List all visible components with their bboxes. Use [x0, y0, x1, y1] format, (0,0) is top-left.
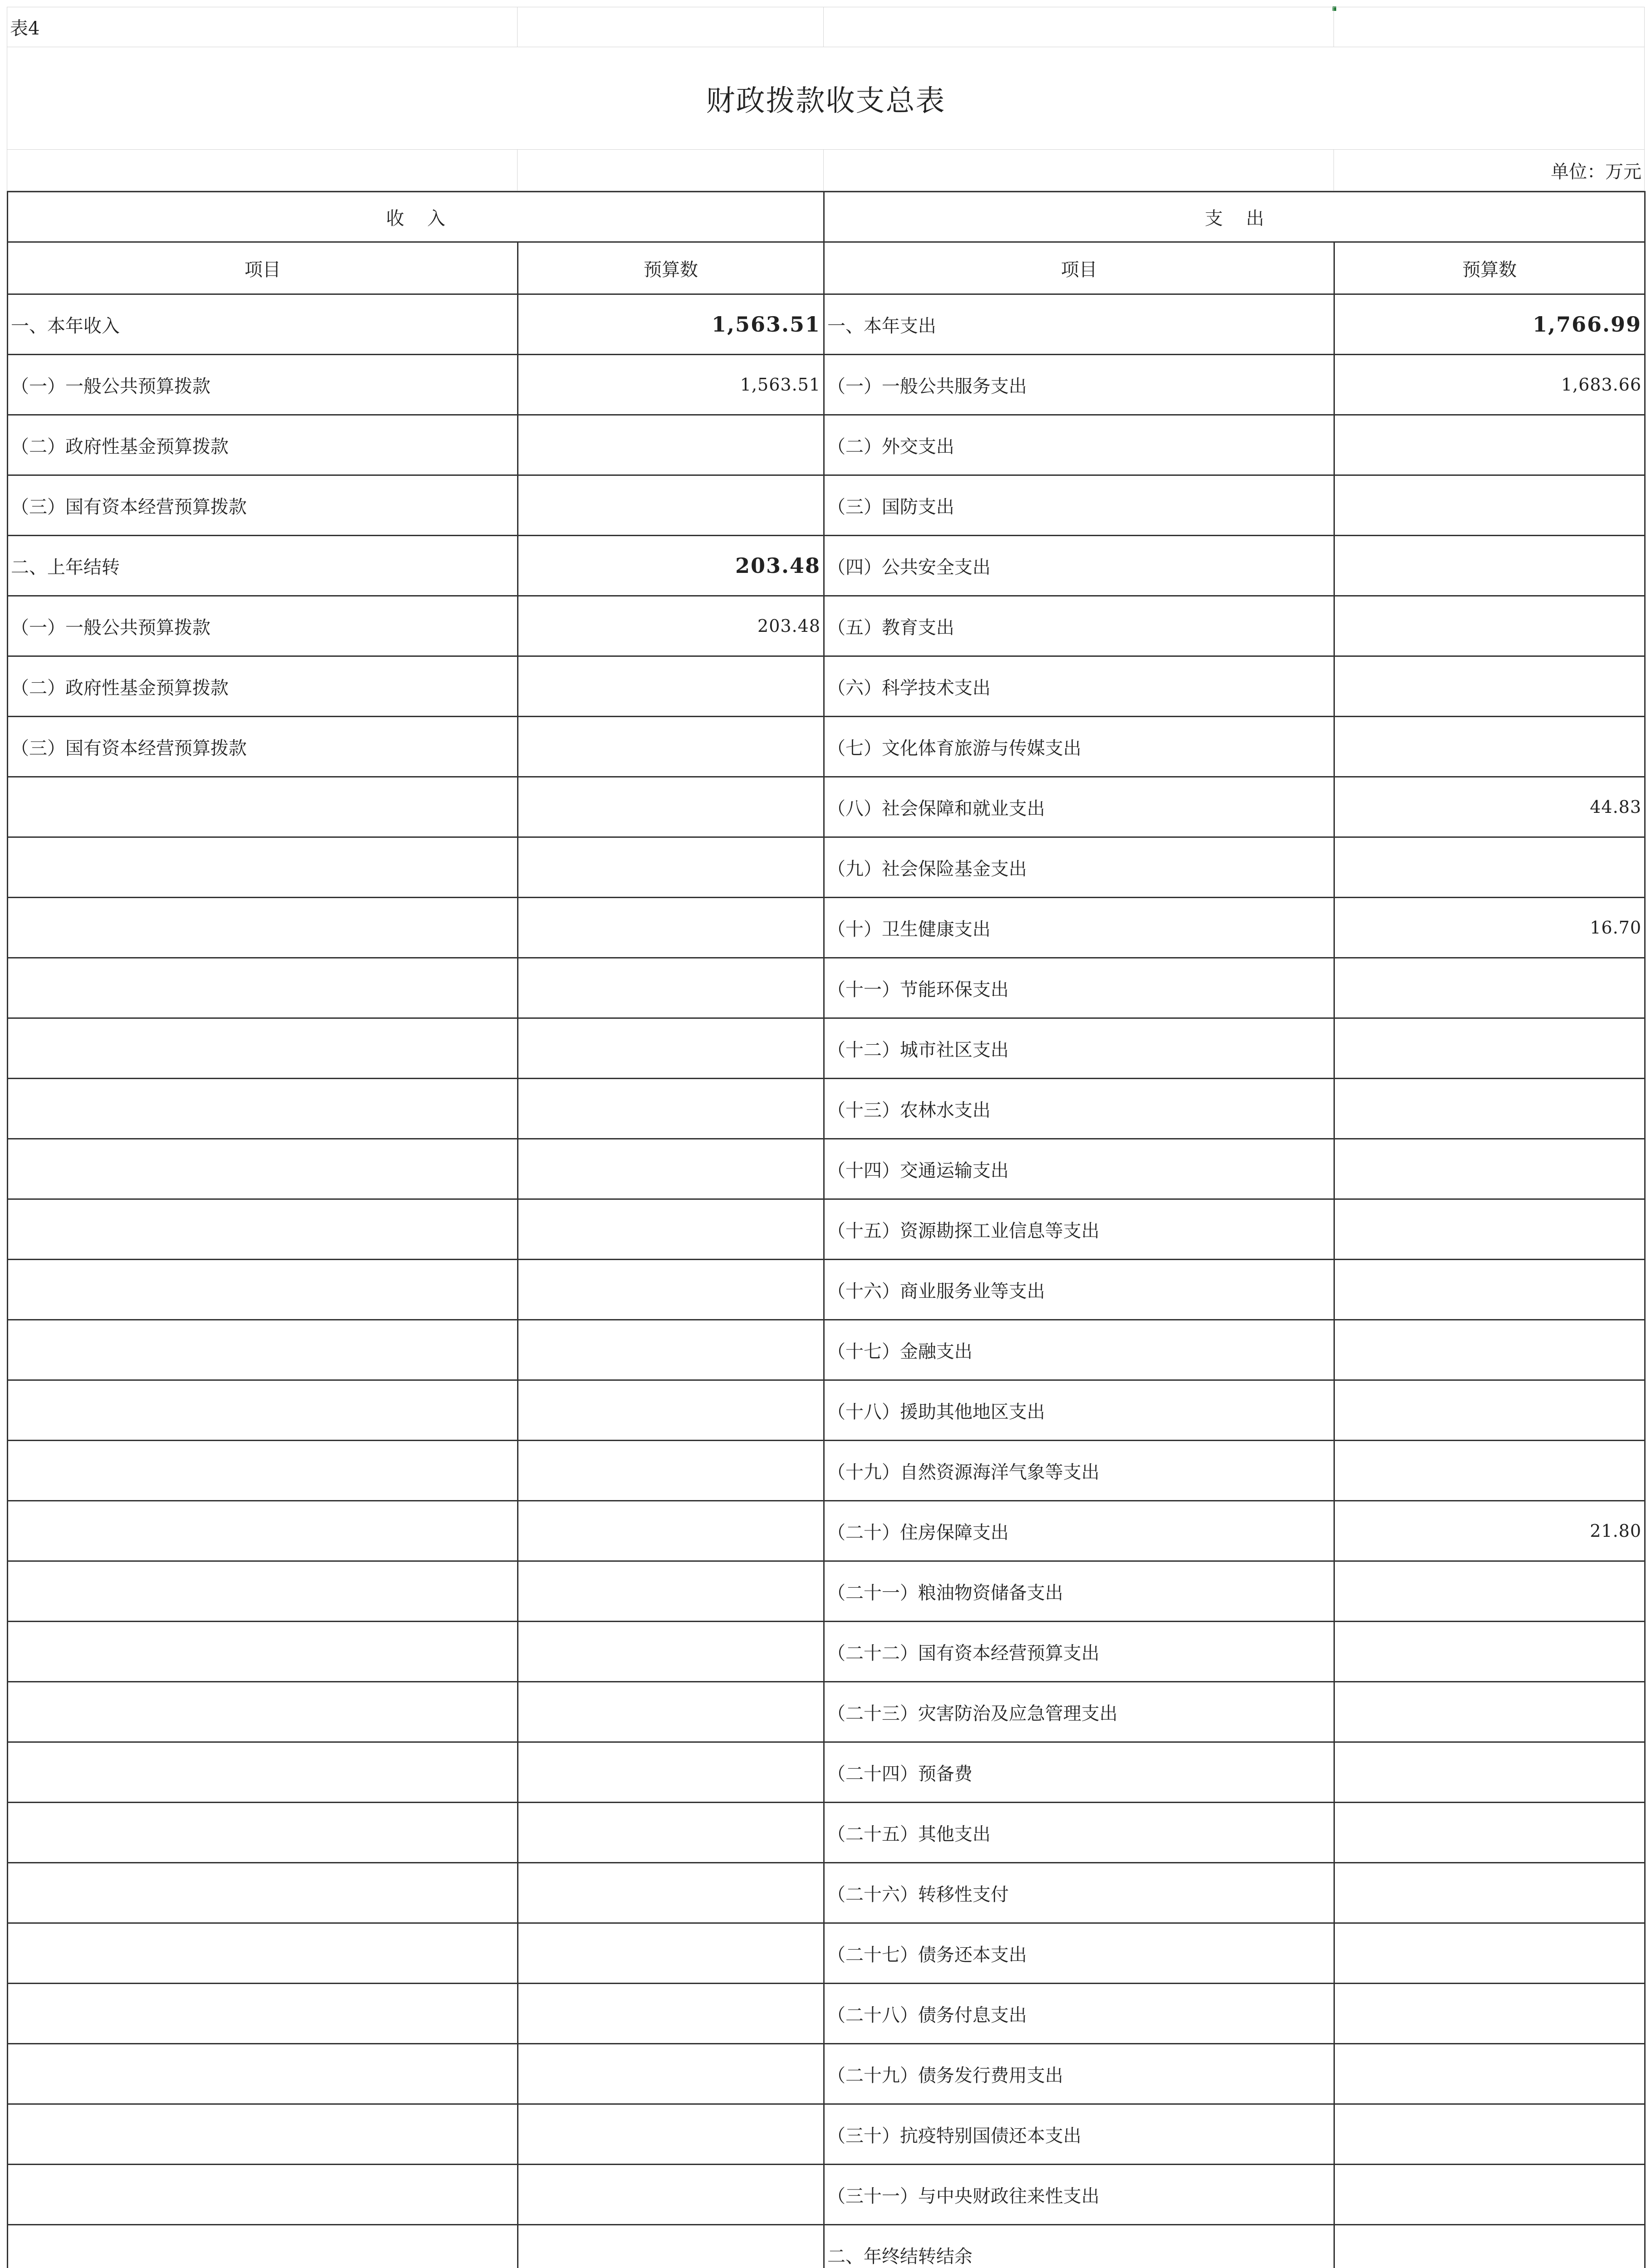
table-row: [8, 415, 1645, 475]
table-row: [8, 2044, 1645, 2104]
expense-item-cell[interactable]: （二十八）债务付息支出: [824, 1984, 1334, 2044]
expense-item-cell[interactable]: （二十九）债务发行费用支出: [824, 2044, 1334, 2104]
expense-value-cell[interactable]: [1334, 958, 1645, 1018]
income-item-cell[interactable]: 二、上年结转: [8, 536, 518, 596]
income-item-cell[interactable]: [8, 1380, 518, 1441]
expense-value-cell[interactable]: [1334, 2104, 1645, 2165]
expense-value-cell[interactable]: 1,683.66: [1334, 355, 1645, 415]
expense-budget-header[interactable]: 预算数: [1334, 242, 1645, 294]
table-row: [8, 1018, 1645, 1079]
income-item-cell[interactable]: （一）一般公共预算拨款: [8, 355, 518, 415]
income-value-cell[interactable]: [518, 1320, 824, 1380]
expense-value-cell[interactable]: [1334, 1441, 1645, 1501]
expense-value-cell[interactable]: 16.70: [1334, 898, 1645, 958]
income-value-cell[interactable]: [518, 656, 824, 717]
income-value-cell[interactable]: 203.48: [518, 596, 824, 656]
income-item-cell[interactable]: [8, 1863, 518, 1923]
income-item-cell[interactable]: [8, 898, 518, 958]
table-row: [8, 1682, 1645, 1742]
expense-item-cell[interactable]: （三十）抗疫特别国债还本支出: [824, 2104, 1334, 2165]
income-item-cell[interactable]: （三）国有资本经营预算拨款: [8, 475, 518, 536]
income-value-cell[interactable]: [518, 1803, 824, 1863]
table-row: [8, 777, 1645, 837]
income-value-cell[interactable]: [518, 1622, 824, 1682]
income-value-cell[interactable]: [518, 717, 824, 777]
income-item-cell[interactable]: [8, 1320, 518, 1380]
expense-value-cell[interactable]: [1334, 1079, 1645, 1139]
income-item-cell[interactable]: [8, 1682, 518, 1742]
expense-item-cell[interactable]: （七）文化体育旅游与传媒支出: [824, 717, 1334, 777]
income-item-cell[interactable]: [8, 1260, 518, 1320]
expense-item-cell[interactable]: （二十四）预备费: [824, 1742, 1334, 1803]
table-row: [8, 355, 1645, 415]
income-item-cell[interactable]: [8, 1441, 518, 1501]
income-value-cell[interactable]: 1,563.51: [518, 355, 824, 415]
expense-item-cell[interactable]: （十三）农林水支出: [824, 1079, 1334, 1139]
income-item-cell[interactable]: [8, 1923, 518, 1984]
expense-value-cell[interactable]: 21.80: [1334, 1501, 1645, 1561]
expense-item-cell[interactable]: （三十一）与中央财政往来性支出: [824, 2165, 1334, 2225]
income-item-cell[interactable]: [8, 2225, 518, 2268]
expense-value-cell[interactable]: [1334, 1260, 1645, 1320]
income-value-cell[interactable]: [518, 1501, 824, 1561]
income-value-cell[interactable]: 203.48: [518, 536, 824, 596]
expense-value-cell[interactable]: [1334, 536, 1645, 596]
expense-value-cell[interactable]: [1334, 1622, 1645, 1682]
expense-value-cell[interactable]: [1334, 1984, 1645, 2044]
expense-value-cell[interactable]: [1334, 1923, 1645, 1984]
expense-item-cell[interactable]: （十四）交通运输支出: [824, 1139, 1334, 1199]
income-item-cell[interactable]: [8, 837, 518, 898]
main-table: [7, 191, 1646, 2268]
expense-value-cell[interactable]: [1334, 1561, 1645, 1622]
expense-item-cell[interactable]: 二、年终结转结余: [824, 2225, 1334, 2268]
expense-value-cell[interactable]: [1334, 656, 1645, 717]
expense-item-cell[interactable]: （二十五）其他支出: [824, 1803, 1334, 1863]
income-value-cell[interactable]: [518, 1561, 824, 1622]
income-value-cell[interactable]: [518, 898, 824, 958]
income-item-cell[interactable]: 一、本年收入: [8, 294, 518, 355]
income-item-header[interactable]: 项目: [8, 242, 518, 294]
income-budget-header[interactable]: 预算数: [518, 242, 824, 294]
expense-value-cell[interactable]: [1334, 837, 1645, 898]
empty-cell[interactable]: [824, 150, 1334, 191]
income-item-cell[interactable]: [8, 1199, 518, 1260]
expense-item-header[interactable]: 项目: [824, 242, 1334, 294]
expense-item-cell[interactable]: （十九）自然资源海洋气象等支出: [824, 1441, 1334, 1501]
expense-value-cell[interactable]: [1334, 1018, 1645, 1079]
income-item-cell[interactable]: [8, 1561, 518, 1622]
table-row: [8, 2104, 1645, 2165]
income-value-cell[interactable]: [518, 1079, 824, 1139]
income-item-cell[interactable]: [8, 1984, 518, 2044]
title-row: [7, 47, 1645, 150]
income-item-cell[interactable]: （三）国有资本经营预算拨款: [8, 717, 518, 777]
income-item-cell[interactable]: [8, 2165, 518, 2225]
expense-section-label: 支 出: [1205, 208, 1264, 229]
expense-item-cell[interactable]: （十八）援助其他地区支出: [824, 1380, 1334, 1441]
table-row: [8, 1320, 1645, 1380]
income-value-cell[interactable]: [518, 1380, 824, 1441]
table-row: [8, 717, 1645, 777]
expense-item-cell[interactable]: （二十六）转移性支付: [824, 1863, 1334, 1923]
spreadsheet: [7, 7, 1644, 2268]
income-item-cell[interactable]: [8, 1501, 518, 1561]
fiscal-budget-table: [7, 7, 1645, 191]
unit-label[interactable]: 单位：万元: [1334, 150, 1645, 191]
income-item-cell[interactable]: [8, 777, 518, 837]
expense-value-cell[interactable]: [1334, 1139, 1645, 1199]
table-label-row: [7, 7, 1645, 47]
table-row: [8, 1984, 1645, 2044]
table-row: [8, 1199, 1645, 1260]
expense-value-cell[interactable]: [1334, 1199, 1645, 1260]
expense-item-cell[interactable]: （十七）金融支出: [824, 1320, 1334, 1380]
expense-item-cell[interactable]: （六）科学技术支出: [824, 656, 1334, 717]
expense-item-cell[interactable]: （二十三）灾害防治及应急管理支出: [824, 1682, 1334, 1742]
table-row: [8, 1803, 1645, 1863]
income-item-cell[interactable]: （二）政府性基金预算拨款: [8, 656, 518, 717]
page-title[interactable]: 财政拨款收支总表: [7, 47, 1645, 150]
table-row: [8, 536, 1645, 596]
expense-item-cell[interactable]: （十二）城市社区支出: [824, 1018, 1334, 1079]
expense-value-cell[interactable]: 44.83: [1334, 777, 1645, 837]
expense-item-cell[interactable]: 一、本年支出: [824, 294, 1334, 355]
income-item-cell[interactable]: [8, 958, 518, 1018]
income-value-cell[interactable]: [518, 958, 824, 1018]
empty-cell[interactable]: [1334, 7, 1645, 47]
income-item-cell[interactable]: [8, 1079, 518, 1139]
income-value-cell[interactable]: 1,563.51: [518, 294, 824, 355]
income-value-cell[interactable]: [518, 1139, 824, 1199]
section-header-row: [8, 192, 1645, 242]
expense-value-cell[interactable]: [1334, 1380, 1645, 1441]
table-row: [8, 958, 1645, 1018]
table-row: [8, 475, 1645, 536]
income-section-label: 收 入: [386, 208, 445, 229]
expense-item-cell[interactable]: （五）教育支出: [824, 596, 1334, 656]
expense-value-cell[interactable]: [1334, 1863, 1645, 1923]
income-value-cell[interactable]: [518, 475, 824, 536]
expense-item-cell[interactable]: （二十二）国有资本经营预算支出: [824, 1622, 1334, 1682]
expense-value-cell[interactable]: [1334, 2225, 1645, 2268]
income-value-cell[interactable]: [518, 1682, 824, 1742]
expense-section-header[interactable]: [824, 192, 1645, 242]
expense-item-cell[interactable]: （四）公共安全支出: [824, 536, 1334, 596]
income-value-cell[interactable]: [518, 2165, 824, 2225]
table-row: [8, 1380, 1645, 1441]
table-row: [8, 1441, 1645, 1501]
expense-value-cell[interactable]: [1334, 1320, 1645, 1380]
expense-value-cell[interactable]: [1334, 1742, 1645, 1803]
income-value-cell[interactable]: [518, 2044, 824, 2104]
expense-value-cell[interactable]: 1,766.99: [1334, 294, 1645, 355]
table-row: [8, 1742, 1645, 1803]
income-item-cell[interactable]: [8, 1803, 518, 1863]
expense-item-cell[interactable]: （二）外交支出: [824, 415, 1334, 475]
income-item-cell[interactable]: （一）一般公共预算拨款: [8, 596, 518, 656]
empty-cell[interactable]: [7, 150, 518, 191]
table-row: [8, 1622, 1645, 1682]
table-row: [8, 837, 1645, 898]
expense-value-cell[interactable]: [1334, 2165, 1645, 2225]
expense-item-cell[interactable]: （十）卫生健康支出: [824, 898, 1334, 958]
table-row: [8, 596, 1645, 656]
income-item-cell[interactable]: [8, 1622, 518, 1682]
income-value-cell[interactable]: [518, 1984, 824, 2044]
empty-cell[interactable]: [824, 7, 1334, 47]
income-value-cell[interactable]: [518, 2225, 824, 2268]
expense-item-cell[interactable]: （二十一）粮油物资储备支出: [824, 1561, 1334, 1622]
table-row: [8, 898, 1645, 958]
expense-value-cell[interactable]: [1334, 415, 1645, 475]
table-row: [8, 1260, 1645, 1320]
unit-row: [7, 150, 1645, 191]
table-row: [8, 1923, 1645, 1984]
empty-cell[interactable]: [518, 150, 824, 191]
table-row: [8, 1139, 1645, 1199]
empty-cell[interactable]: [518, 7, 824, 47]
expense-item-cell[interactable]: （九）社会保险基金支出: [824, 837, 1334, 898]
table-row: [8, 1501, 1645, 1561]
income-item-cell[interactable]: （二）政府性基金预算拨款: [8, 415, 518, 475]
income-value-cell[interactable]: [518, 1018, 824, 1079]
expense-item-cell[interactable]: （三）国防支出: [824, 475, 1334, 536]
income-value-cell[interactable]: [518, 1441, 824, 1501]
income-section-header[interactable]: [8, 192, 824, 242]
expense-value-cell[interactable]: [1334, 475, 1645, 536]
column-header-row: [8, 242, 1645, 294]
expense-value-cell[interactable]: [1334, 1803, 1645, 1863]
expense-item-cell[interactable]: （二十）住房保障支出: [824, 1501, 1334, 1561]
income-value-cell[interactable]: [518, 837, 824, 898]
table-row: [8, 656, 1645, 717]
income-item-cell[interactable]: [8, 2044, 518, 2104]
income-item-cell[interactable]: [8, 2104, 518, 2165]
income-item-cell[interactable]: [8, 1018, 518, 1079]
expense-item-cell[interactable]: （八）社会保障和就业支出: [824, 777, 1334, 837]
table-row: [8, 2225, 1645, 2268]
income-item-cell[interactable]: [8, 1139, 518, 1199]
income-value-cell[interactable]: [518, 777, 824, 837]
income-value-cell[interactable]: [518, 2104, 824, 2165]
expense-item-cell[interactable]: （十六）商业服务业等支出: [824, 1260, 1334, 1320]
table-row: [8, 2165, 1645, 2225]
expense-value-cell[interactable]: [1334, 596, 1645, 656]
income-value-cell[interactable]: [518, 1260, 824, 1320]
table-row: [8, 1079, 1645, 1139]
income-item-cell[interactable]: [8, 1742, 518, 1803]
expense-value-cell[interactable]: [1334, 717, 1645, 777]
income-value-cell[interactable]: [518, 1742, 824, 1803]
expense-item-cell[interactable]: （二十七）债务还本支出: [824, 1923, 1334, 1984]
income-value-cell[interactable]: [518, 1863, 824, 1923]
income-value-cell[interactable]: [518, 415, 824, 475]
expense-item-cell[interactable]: （十五）资源勘探工业信息等支出: [824, 1199, 1334, 1260]
income-value-cell[interactable]: [518, 1199, 824, 1260]
table-row: [8, 1561, 1645, 1622]
table-label[interactable]: 表4: [7, 7, 518, 47]
expense-item-cell[interactable]: （一）一般公共服务支出: [824, 355, 1334, 415]
table-row: [8, 1863, 1645, 1923]
expense-value-cell[interactable]: [1334, 1682, 1645, 1742]
expense-item-cell[interactable]: （十一）节能环保支出: [824, 958, 1334, 1018]
income-value-cell[interactable]: [518, 1923, 824, 1984]
expense-value-cell[interactable]: [1334, 2044, 1645, 2104]
table-row: [8, 294, 1645, 355]
